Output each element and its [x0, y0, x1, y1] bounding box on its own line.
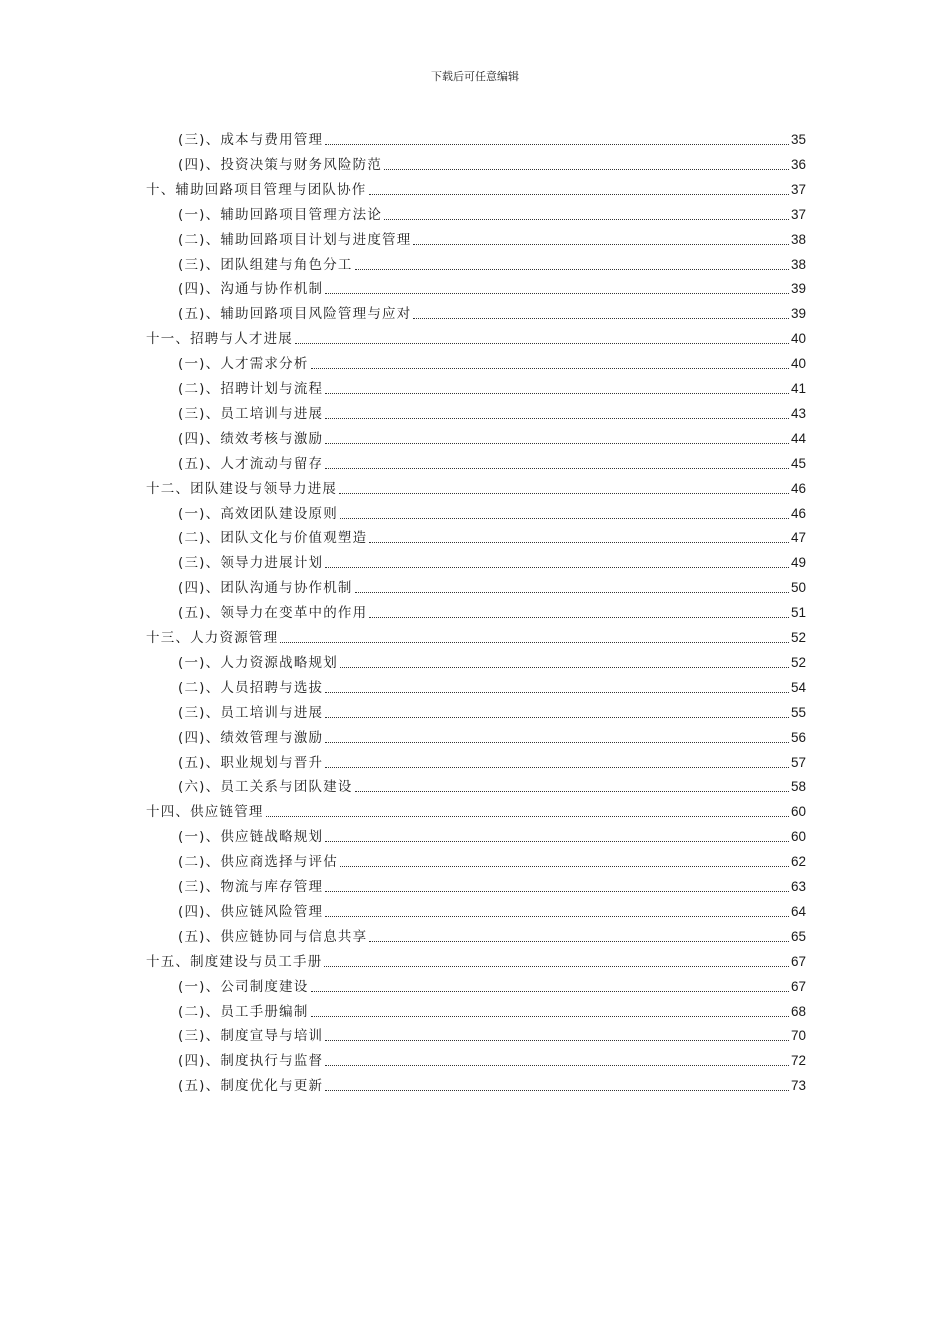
- toc-section-entry[interactable]: [178, 200, 806, 224]
- toc-entry-page-number: 39: [790, 281, 806, 297]
- toc-entry-page-number: 38: [790, 256, 806, 272]
- toc-entry-title: (三)、团队组建与角色分工: [178, 256, 353, 273]
- toc-entry-page-number: 60: [790, 804, 806, 820]
- toc-entry-page-number: 39: [790, 306, 806, 322]
- toc-entry-title: (五)、人才流动与留存: [178, 455, 324, 472]
- toc-entry-page-number: 52: [790, 654, 806, 670]
- toc-dot-leader: [413, 243, 789, 245]
- toc-section-entry[interactable]: [178, 1071, 806, 1095]
- toc-entry-page-number: 73: [790, 1078, 806, 1094]
- toc-entry-title: (一)、辅助回路项目管理方法论: [178, 206, 383, 223]
- toc-dot-leader: [340, 517, 789, 519]
- toc-entry-page-number: 46: [790, 480, 806, 496]
- toc-entry-title: (四)、沟通与协作机制: [178, 281, 324, 298]
- toc-entry-page-number: 65: [790, 928, 806, 944]
- toc-entry-title: 十一、招聘与人才进展: [146, 331, 293, 348]
- toc-dot-leader: [324, 965, 789, 967]
- toc-entry-page-number: 41: [790, 381, 806, 396]
- toc-entry-title: 十二、团队建设与领导力进展: [146, 480, 338, 497]
- toc-entry-page-number: 46: [790, 505, 806, 521]
- toc-section-entry[interactable]: [178, 847, 806, 871]
- toc-entry-page-number: 62: [790, 854, 806, 870]
- toc-entry-title: (一)、供应链战略规划: [178, 829, 324, 846]
- toc-entry-page-number: 43: [790, 405, 806, 421]
- toc-entry-page-number: 72: [790, 1053, 806, 1069]
- toc-section-entry[interactable]: [178, 349, 806, 373]
- toc-dot-leader: [340, 865, 789, 867]
- toc-section-entry[interactable]: [178, 274, 806, 298]
- toc-entry-title: (二)、招聘计划与流程: [178, 381, 324, 397]
- toc-dot-leader: [325, 1089, 789, 1091]
- toc-dot-leader: [325, 442, 789, 444]
- toc-entry-page-number: 47: [790, 530, 806, 546]
- toc-section-entry[interactable]: [178, 673, 806, 697]
- toc-chapter-entry[interactable]: [146, 797, 806, 821]
- toc-section-entry[interactable]: [178, 499, 806, 523]
- toc-chapter-entry[interactable]: [146, 947, 806, 971]
- toc-dot-leader: [413, 317, 789, 319]
- toc-dot-leader: [339, 492, 789, 494]
- toc-entry-title: 十五、制度建设与员工手册: [146, 953, 323, 970]
- toc-entry-title: (五)、职业规划与晋升: [178, 754, 324, 771]
- toc-section-entry[interactable]: [178, 150, 806, 174]
- toc-entry-title: (三)、制度宣导与培训: [178, 1028, 324, 1045]
- toc-entry-title: (四)、绩效考核与激励: [178, 430, 324, 447]
- toc-entry-page-number: 51: [790, 605, 806, 621]
- toc-entry-title: 十四、供应链管理: [146, 804, 264, 821]
- toc-section-entry[interactable]: [178, 548, 806, 572]
- toc-entry-page-number: 56: [790, 729, 806, 745]
- toc-dot-leader: [325, 915, 789, 917]
- toc-dot-leader: [325, 840, 789, 842]
- toc-section-entry[interactable]: [178, 424, 806, 448]
- toc-entry-page-number: 67: [790, 953, 806, 969]
- toc-section-entry[interactable]: [178, 399, 806, 423]
- toc-section-entry[interactable]: [178, 1046, 806, 1070]
- toc-entry-title: (一)、人力资源战略规划: [178, 654, 338, 671]
- toc-entry-page-number: 60: [790, 829, 806, 845]
- toc-section-entry[interactable]: [178, 922, 806, 946]
- toc-dot-leader: [325, 392, 789, 394]
- toc-dot-leader: [325, 467, 789, 469]
- toc-entry-page-number: 38: [790, 231, 806, 247]
- toc-entry-page-number: 37: [790, 206, 806, 222]
- toc-dot-leader: [325, 417, 789, 419]
- toc-entry-page-number: 63: [790, 879, 806, 894]
- toc-entry-title: (一)、高效团队建设原则: [178, 505, 338, 522]
- toc-dot-leader: [340, 666, 789, 668]
- toc-entry-page-number: 70: [790, 1028, 806, 1044]
- toc-dot-leader: [369, 616, 789, 618]
- toc-dot-leader: [325, 890, 789, 892]
- toc-dot-leader: [311, 990, 789, 992]
- toc-dot-leader: [325, 766, 789, 768]
- toc-entry-title: (六)、员工关系与团队建设: [178, 779, 353, 796]
- toc-section-entry[interactable]: [178, 299, 806, 323]
- toc-entry-title: (四)、制度执行与监督: [178, 1053, 324, 1070]
- toc-dot-leader: [280, 641, 789, 643]
- toc-section-entry[interactable]: [178, 872, 806, 896]
- toc-entry-title: (二)、员工手册编制: [178, 1003, 309, 1020]
- toc-section-entry[interactable]: [178, 598, 806, 622]
- toc-entry-title: (四)、绩效管理与激励: [178, 729, 324, 746]
- toc-section-entry[interactable]: [178, 374, 806, 398]
- toc-entry-title: (三)、领导力进展计划: [178, 555, 324, 572]
- toc-entry-title: (三)、员工培训与进展: [178, 405, 324, 422]
- toc-section-entry[interactable]: [178, 125, 806, 149]
- toc-dot-leader: [325, 143, 789, 145]
- toc-section-entry[interactable]: [178, 250, 806, 274]
- toc-entry-title: (五)、辅助回路项目风险管理与应对: [178, 306, 412, 323]
- toc-entry-page-number: 44: [790, 430, 806, 446]
- toc-entry-title: (四)、供应链风险管理: [178, 903, 324, 920]
- toc-dot-leader: [325, 716, 789, 718]
- toc-chapter-entry[interactable]: [146, 474, 806, 498]
- toc-entry-page-number: 40: [790, 356, 806, 372]
- toc-dot-leader: [325, 741, 789, 743]
- toc-dot-leader: [266, 815, 789, 817]
- toc-entry-title: (五)、制度优化与更新: [178, 1078, 324, 1095]
- toc-section-entry[interactable]: [178, 822, 806, 846]
- toc-entry-page-number: 49: [790, 555, 806, 571]
- toc-section-entry[interactable]: [178, 648, 806, 672]
- toc-chapter-entry[interactable]: [146, 175, 806, 199]
- toc-dot-leader: [355, 268, 789, 270]
- toc-entry-title: (二)、辅助回路项目计划与进度管理: [178, 231, 412, 248]
- toc-entry-title: (三)、员工培训与进展: [178, 704, 324, 721]
- toc-entry-page-number: 45: [790, 455, 806, 471]
- toc-dot-leader: [369, 193, 789, 195]
- toc-dot-leader: [311, 1015, 789, 1017]
- toc-section-entry[interactable]: [178, 1021, 806, 1045]
- toc-section-entry[interactable]: [178, 449, 806, 473]
- toc-section-entry[interactable]: [178, 523, 806, 547]
- toc-entry-page-number: 35: [790, 132, 806, 147]
- toc-entry-title: (二)、人员招聘与选拔: [178, 679, 324, 696]
- toc-entry-page-number: 40: [790, 331, 806, 347]
- toc-section-entry[interactable]: [178, 225, 806, 249]
- toc-entry-title: (二)、供应商选择与评估: [178, 854, 338, 871]
- toc-section-entry[interactable]: [178, 972, 806, 996]
- toc-entry-title: (一)、人才需求分析: [178, 356, 309, 373]
- toc-dot-leader: [325, 1064, 789, 1066]
- toc-entry-page-number: 52: [790, 630, 806, 645]
- toc-entry-page-number: 55: [790, 704, 806, 720]
- toc-entry-title: (三)、成本与费用管理: [178, 132, 324, 148]
- page-header: 下载后可任意编辑: [431, 70, 519, 83]
- toc-dot-leader: [325, 691, 789, 693]
- toc-section-entry[interactable]: [178, 772, 806, 796]
- toc-entry-page-number: 54: [790, 679, 806, 695]
- toc-entry-page-number: 68: [790, 1003, 806, 1019]
- toc-entry-page-number: 67: [790, 978, 806, 994]
- toc-entry-title: 十、辅助回路项目管理与团队协作: [146, 181, 367, 198]
- toc-dot-leader: [384, 218, 789, 220]
- toc-section-entry[interactable]: [178, 698, 806, 722]
- toc-section-entry[interactable]: [178, 723, 806, 747]
- toc-entry-title: (二)、团队文化与价值观塑造: [178, 530, 368, 547]
- toc-section-entry[interactable]: [178, 897, 806, 921]
- toc-entry-title: (四)、投资决策与财务风险防范: [178, 156, 383, 173]
- toc-dot-leader: [369, 541, 789, 543]
- toc-section-entry[interactable]: [178, 573, 806, 597]
- toc-entry-title: (五)、供应链协同与信息共享: [178, 928, 368, 945]
- toc-entry-page-number: 50: [790, 580, 806, 596]
- toc-dot-leader: [355, 591, 789, 593]
- toc-entry-page-number: 64: [790, 903, 806, 919]
- toc-entry-page-number: 36: [790, 156, 806, 172]
- toc-entry-page-number: 58: [790, 779, 806, 795]
- toc-dot-leader: [325, 292, 789, 294]
- toc-section-entry[interactable]: [178, 997, 806, 1021]
- toc-entry-title: (三)、物流与库存管理: [178, 879, 324, 895]
- toc-dot-leader: [369, 940, 789, 942]
- toc-dot-leader: [311, 367, 789, 369]
- toc-dot-leader: [355, 790, 789, 792]
- toc-dot-leader: [325, 1039, 789, 1041]
- toc-entry-page-number: 37: [790, 181, 806, 197]
- toc-entry-page-number: 57: [790, 754, 806, 770]
- toc-dot-leader: [295, 342, 789, 344]
- toc-dot-leader: [325, 566, 789, 568]
- toc-section-entry[interactable]: [178, 748, 806, 772]
- toc-dot-leader: [384, 168, 789, 170]
- toc-chapter-entry[interactable]: [146, 623, 806, 647]
- toc-chapter-entry[interactable]: [146, 324, 806, 348]
- toc-entry-title: (一)、公司制度建设: [178, 978, 309, 995]
- toc-entry-title: (四)、团队沟通与协作机制: [178, 580, 353, 597]
- toc-entry-title: 十三、人力资源管理: [146, 630, 279, 646]
- toc-entry-title: (五)、领导力在变革中的作用: [178, 605, 368, 622]
